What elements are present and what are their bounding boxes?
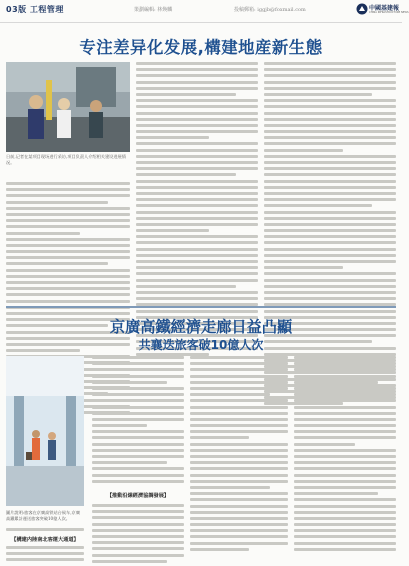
article2-photo-caption: 圖片說明:旅客在京廣高铁站台候车,京廣高鐵累計運送旅客突破10億人次。 bbox=[6, 510, 80, 522]
submission-email: 投稿郵箱: iggjb@foxmail.com bbox=[234, 7, 306, 13]
article2-subhead-2: 【推動沿線經濟協調發展】 bbox=[106, 493, 170, 499]
logo-subtitle: CHINA INFRASTRUCTURE NEWS bbox=[369, 11, 409, 14]
article2-photo bbox=[6, 356, 84, 506]
article2-headline: 京廣高鐵經濟走廊日益凸顯 bbox=[109, 318, 293, 336]
railway-station-image bbox=[6, 356, 84, 506]
article2-column-2-text bbox=[190, 356, 288, 554]
article1-headline: 专注差异化发展,構建地産新生態 bbox=[79, 38, 323, 57]
article2-column-1-text bbox=[92, 356, 184, 486]
logo-name: 中國基建報 bbox=[369, 5, 400, 12]
article2-column-3-text bbox=[294, 356, 396, 554]
article2-subhead-1: 【構建内陸南北客運大通道】 bbox=[11, 537, 79, 543]
construction-scene-image bbox=[6, 62, 130, 152]
article1-photo bbox=[6, 62, 130, 152]
article1-photo-caption: 日前,记者在某项目现场进行采访,项目负责人介绍相关建设进展情况。 bbox=[6, 154, 126, 166]
article2-lead-text bbox=[6, 528, 84, 534]
section-label: 03版 工程管理 bbox=[6, 5, 64, 14]
newspaper-logo bbox=[356, 2, 409, 19]
page-header bbox=[0, 0, 409, 23]
section-divider bbox=[6, 306, 396, 308]
article2-subheadline: 共襄迭旅客破10億人次 bbox=[138, 338, 264, 352]
article1-column-2-text bbox=[136, 62, 258, 359]
editor-credit: 策劃編輯: 林焕麟 bbox=[134, 7, 173, 13]
article2-column-1b-text bbox=[92, 504, 184, 566]
article2-lead-text-2 bbox=[6, 546, 84, 565]
logo-icon bbox=[356, 3, 368, 15]
